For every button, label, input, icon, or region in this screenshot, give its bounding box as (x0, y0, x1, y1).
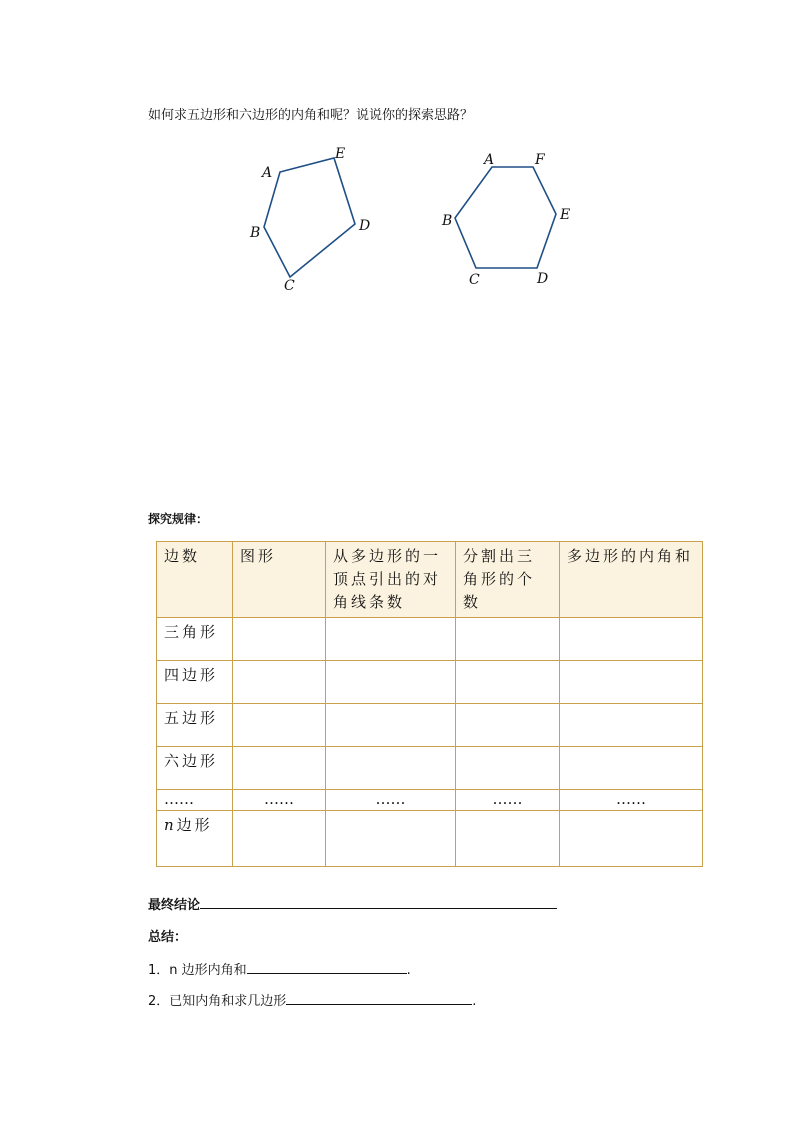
answer-cell[interactable] (560, 811, 703, 867)
answer-cell[interactable] (233, 661, 326, 704)
header-cell: 多边形的内角和 (560, 542, 703, 618)
answer-cell[interactable] (326, 704, 456, 747)
ellipsis-cell: …… (326, 790, 456, 811)
hexagon-shape (455, 167, 556, 268)
ellipsis-cell: …… (157, 790, 233, 811)
table-row-ellipsis (157, 790, 703, 811)
hexagon-label-e: E (560, 207, 571, 223)
answer-cell[interactable] (456, 811, 560, 867)
answer-cell[interactable] (326, 747, 456, 790)
header-cell: 边数 (157, 542, 233, 618)
table-row (157, 661, 703, 704)
pentagon-label-e: E (335, 146, 346, 162)
conclusion-line (148, 894, 557, 913)
table-header-row (157, 542, 703, 618)
row-label: 三角形 (157, 618, 233, 661)
summary-1-text: 1．n 边形内角和 (148, 963, 247, 978)
answer-cell[interactable] (560, 618, 703, 661)
answer-cell[interactable] (233, 618, 326, 661)
answer-cell[interactable] (456, 618, 560, 661)
summary-item-2 (148, 990, 476, 1009)
summary-2-blank[interactable] (286, 990, 472, 1005)
answer-cell[interactable] (326, 618, 456, 661)
header-cell: 分割出三角形的个数 (456, 542, 560, 618)
answer-cell[interactable] (326, 811, 456, 867)
summary-1-period: . (406, 963, 411, 978)
table-row (157, 747, 703, 790)
pentagon-label-a: A (262, 165, 273, 181)
polygon-figures (0, 0, 794, 320)
row-label: 六边形 (157, 747, 233, 790)
row-label: 五边形 (157, 704, 233, 747)
hexagon-label-b: B (442, 213, 453, 229)
ellipsis-cell: …… (456, 790, 560, 811)
answer-cell[interactable] (560, 704, 703, 747)
n-variable: n (164, 816, 177, 834)
header-cell: 从多边形的一顶点引出的对角线条数 (326, 542, 456, 618)
summary-2-period: . (472, 994, 477, 1009)
hexagon-label-f: F (535, 152, 545, 168)
answer-cell[interactable] (233, 747, 326, 790)
explore-table (156, 541, 703, 867)
summary-2-text: 2．已知内角和求几边形 (148, 994, 287, 1009)
answer-cell[interactable] (560, 747, 703, 790)
summary-1-blank[interactable] (247, 959, 407, 974)
hexagon-label-c: C (469, 272, 480, 288)
answer-cell[interactable] (456, 661, 560, 704)
pentagon-label-b: B (250, 225, 261, 241)
pentagon-label-c: C (284, 278, 295, 294)
section-label: 探究规律： (148, 512, 209, 526)
conclusion-label: 最终结论 (148, 898, 201, 913)
hexagon-label-a: A (484, 152, 495, 168)
answer-cell[interactable] (456, 747, 560, 790)
row-label: 四边形 (157, 661, 233, 704)
table-row (157, 811, 703, 867)
table-row (157, 618, 703, 661)
hexagon-label-d: D (537, 271, 549, 287)
answer-cell[interactable] (326, 661, 456, 704)
conclusion-blank[interactable] (200, 894, 557, 909)
row-label (157, 811, 233, 867)
answer-cell[interactable] (456, 704, 560, 747)
ellipsis-cell: …… (560, 790, 703, 811)
pentagon-label-d: D (359, 218, 371, 234)
table-row (157, 704, 703, 747)
answer-cell[interactable] (233, 811, 326, 867)
summary-item-1 (148, 959, 411, 978)
row-label-suffix: 边形 (176, 816, 213, 834)
header-cell: 图形 (233, 542, 326, 618)
answer-cell[interactable] (560, 661, 703, 704)
question-text: 如何求五边形和六边形的内角和呢？说说你的探索思路？ (148, 108, 474, 123)
answer-cell[interactable] (233, 704, 326, 747)
summary-label: 总结： (148, 930, 188, 945)
pentagon-shape (264, 158, 355, 277)
ellipsis-cell: …… (233, 790, 326, 811)
